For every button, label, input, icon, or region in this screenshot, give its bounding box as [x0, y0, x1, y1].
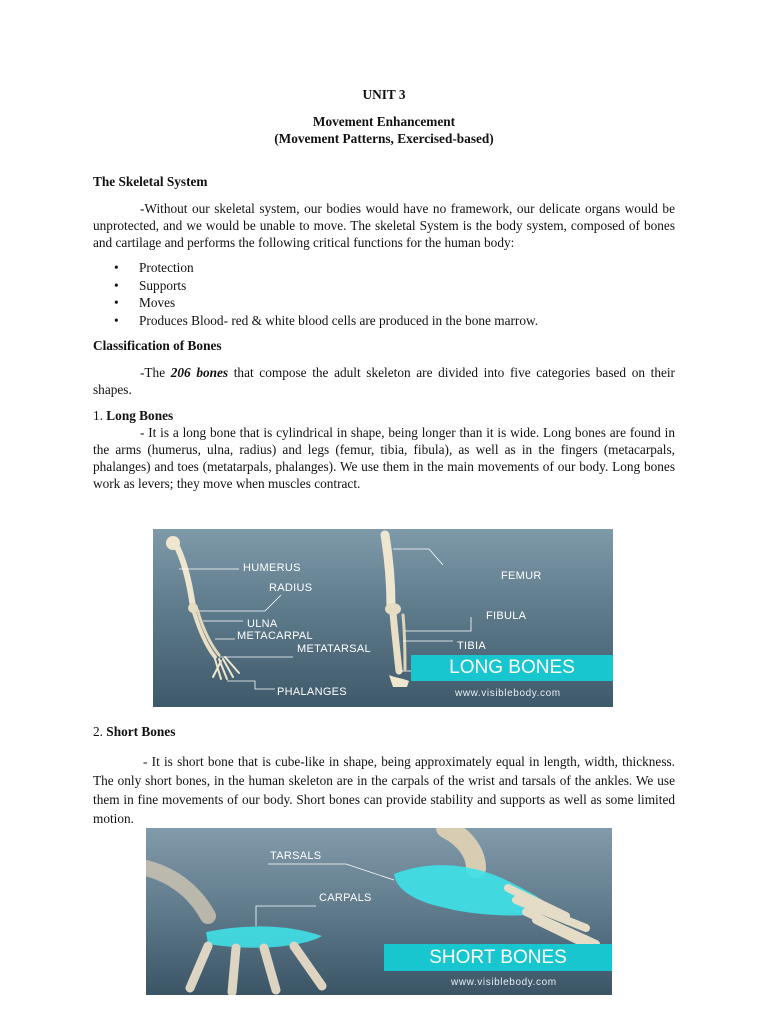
short-bones-heading-row	[93, 724, 175, 740]
intro-after: that compose the adult skeleton are divided into five categories based on their shapes.	[93, 365, 675, 397]
short-bones-paragraph: - It is short bone that is cube-like in shape, being approximately equal in length, width, thickness. The only short bones, in the human skeleton are in the carpals of the wrist and tarsals of the ankles. We use them in fine movements of our body. Short bones can provide stability and supports as well as some limited motion.	[93, 754, 675, 826]
long-bones-banner: LONG BONES	[411, 655, 613, 681]
subtitle-line-1: Movement Enhancement	[312, 114, 456, 129]
short-bones-figure	[146, 828, 612, 995]
long-bones-heading-row	[93, 407, 675, 424]
subtitle-line-2: (Movement Patterns, Exercised-based)	[274, 131, 494, 146]
label-phalanges: PHALANGES	[277, 686, 347, 698]
bullet: •	[114, 295, 119, 310]
long-bones-heading: Long Bones	[106, 408, 174, 423]
long-bones-paragraph: - It is a long bone that is cylindrical in shape, being longer than it is wide. Long bones are found in the arms (humerus, ulna, radius) and legs (femur, tibia, fibula), as well as in the fingers (metacarpals, phalanges) and toes (metatarpals, phalanges). We use them in the main movements of our body. Long bones work as levers; they move when muscles contract.	[93, 425, 675, 491]
label-ulna: ULNA	[247, 618, 278, 630]
label-carpals: CARPALS	[319, 892, 372, 904]
functions-list	[93, 259, 675, 329]
document-body	[93, 86, 675, 492]
function-text: Produces Blood- red & white blood cells are produced in the bone marrow.	[139, 312, 539, 328]
intro-before: -The	[140, 365, 171, 380]
unit-title: UNIT 3	[362, 87, 406, 102]
skeletal-system-heading: The Skeletal System	[93, 174, 208, 189]
bullet: •	[114, 312, 119, 328]
long-bones-number: 1.	[93, 408, 107, 423]
label-metacarpal: METACARPAL	[237, 630, 313, 642]
function-text: Moves	[139, 295, 176, 310]
bullet: •	[114, 260, 119, 275]
bullet: •	[114, 277, 119, 293]
list-item	[93, 259, 675, 277]
label-tibia: TIBIA	[457, 640, 487, 652]
function-text: Protection	[139, 260, 194, 275]
list-item	[93, 277, 675, 295]
classification-heading: Classification of Bones	[93, 338, 222, 353]
long-bones-figure	[153, 529, 613, 707]
short-bones-number: 2.	[93, 724, 107, 739]
label-radius: RADIUS	[269, 582, 313, 594]
short-bones-banner: SHORT BONES	[384, 944, 612, 971]
bone-count-emphasis: 206 bones	[170, 365, 229, 380]
short-bones-site: www.visiblebody.com	[451, 977, 557, 988]
skeletal-system-paragraph: -Without our skeletal system, our bodies would have no framework, our delicate organs would be unprotected, and we would be unable to move. The skeletal System is the body system, composed of bones and cartilage and performs the following critical functions for the human body:	[93, 201, 675, 250]
function-text: Supports	[139, 277, 187, 293]
list-item	[93, 312, 675, 330]
short-bones-heading: Short Bones	[106, 724, 176, 739]
label-metatarsal: METATARSAL	[297, 643, 371, 655]
classification-paragraph	[93, 364, 675, 398]
label-tarsals: TARSALS	[270, 850, 322, 862]
list-item	[93, 294, 675, 312]
label-humerus: HUMERUS	[243, 562, 301, 574]
label-fibula: FIBULA	[486, 610, 527, 622]
long-bones-site: www.visiblebody.com	[455, 688, 561, 699]
label-femur: FEMUR	[501, 570, 542, 582]
